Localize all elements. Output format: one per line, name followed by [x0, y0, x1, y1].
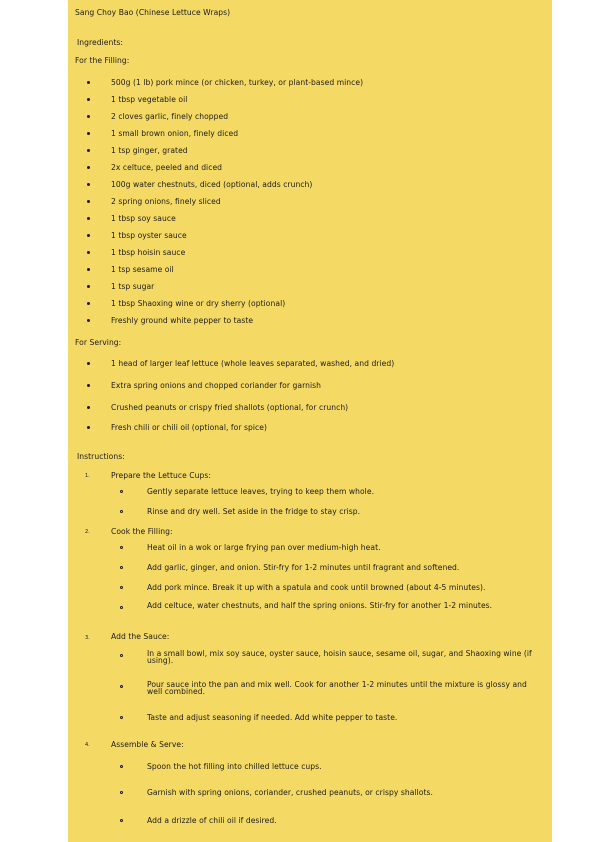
circle-bullet-icon [120, 490, 123, 493]
substep: Garnish with spring onions, coriander, crushed peanuts, or crispy shallots. [147, 788, 433, 797]
bullet-icon [87, 217, 90, 220]
step-title: Cook the Filling: [111, 527, 173, 536]
bullet-icon [87, 406, 90, 409]
bullet-icon [87, 251, 90, 254]
step-number: 4. [85, 742, 90, 748]
filling-item: 1 tbsp Shaoxing wine or dry sherry (optional) [111, 299, 286, 308]
serving-heading: For Serving: [75, 338, 122, 347]
instructions-heading: Instructions: [77, 452, 125, 461]
serving-item: Extra spring onions and chopped coriander for garnish [111, 381, 321, 390]
substep: Gently separate lettuce leaves, trying to keep them whole. [147, 487, 375, 496]
bullet-icon [87, 426, 90, 429]
circle-bullet-icon [120, 765, 123, 768]
filling-item: 2 spring onions, finely sliced [111, 197, 221, 206]
filling-item: 1 tbsp oyster sauce [111, 231, 187, 240]
circle-bullet-icon [120, 510, 123, 513]
step-title: Add the Sauce: [111, 632, 170, 641]
step-number: 2. [85, 529, 90, 535]
step-number: 3. [85, 635, 90, 641]
circle-bullet-icon [120, 685, 123, 688]
bullet-icon [87, 132, 90, 135]
step-title: Prepare the Lettuce Cups: [111, 471, 211, 480]
bullet-icon [87, 285, 90, 288]
filling-item: 2x celtuce, peeled and diced [111, 163, 223, 172]
filling-item: 2 cloves garlic, finely chopped [111, 112, 229, 121]
circle-bullet-icon [120, 546, 123, 549]
ingredients-heading: Ingredients: [77, 38, 124, 47]
substep: Pour sauce into the pan and mix well. Cook for another 1-2 minutes until the mixture is glossy and well combined. [147, 680, 527, 696]
bullet-icon [87, 384, 90, 387]
serving-item: Fresh chili or chili oil (optional, for spice) [111, 423, 267, 432]
substep: Heat oil in a wok or large frying pan over medium-high heat. [147, 543, 381, 552]
filling-heading: For the Filling: [75, 56, 130, 65]
circle-bullet-icon [120, 716, 123, 719]
filling-item: 1 tsp sesame oil [111, 265, 174, 274]
circle-bullet-icon [120, 586, 123, 589]
circle-bullet-icon [120, 606, 123, 609]
bullet-icon [87, 234, 90, 237]
circle-bullet-icon [120, 654, 123, 657]
filling-item: 1 tbsp soy sauce [111, 214, 176, 223]
bullet-icon [87, 200, 90, 203]
recipe-title: Sang Choy Bao (Chinese Lettuce Wraps) [75, 8, 231, 17]
filling-item: 1 tbsp hoisin sauce [111, 248, 186, 257]
bullet-icon [87, 81, 90, 84]
filling-item: 1 small brown onion, finely diced [111, 129, 239, 138]
filling-item: 1 tsp sugar [111, 282, 155, 291]
bullet-icon [87, 268, 90, 271]
bullet-icon [87, 149, 90, 152]
substep: Add garlic, ginger, and onion. Stir-fry for 1-2 minutes until fragrant and softened. [147, 563, 460, 572]
bullet-icon [87, 319, 90, 322]
substep: Spoon the hot filling into chilled lettuce cups. [147, 762, 322, 771]
filling-item: 1 tbsp vegetable oil [111, 95, 188, 104]
bullet-icon [87, 362, 90, 365]
substep: Taste and adjust seasoning if needed. Add white pepper to taste. [147, 713, 398, 722]
filling-item: Freshly ground white pepper to taste [111, 316, 254, 325]
bullet-icon [87, 98, 90, 101]
recipe-page [68, 0, 552, 842]
bullet-icon [87, 166, 90, 169]
step-title: Assemble & Serve: [111, 740, 184, 749]
step-number: 1. [85, 473, 90, 479]
serving-item: Crushed peanuts or crispy fried shallots (optional, for crunch) [111, 403, 349, 412]
substep: Add pork mince. Break it up with a spatula and cook until browned (about 4-5 minutes). [147, 583, 486, 592]
substep: Add celtuce, water chestnuts, and half the spring onions. Stir-fry for another 1-2 minutes. [147, 601, 493, 610]
substep: In a small bowl, mix soy sauce, oyster sauce, hoisin sauce, sesame oil, sugar, and Shaoxing wine (if using). [147, 649, 532, 665]
circle-bullet-icon [120, 566, 123, 569]
filling-item: 1 tsp ginger, grated [111, 146, 188, 155]
substep: Add a drizzle of chili oil if desired. [147, 816, 277, 825]
filling-item: 100g water chestnuts, diced (optional, adds crunch) [111, 180, 313, 189]
substep: Rinse and dry well. Set aside in the fridge to stay crisp. [147, 507, 361, 516]
filling-item: 500g (1 lb) pork mince (or chicken, turkey, or plant-based mince) [111, 78, 364, 87]
bullet-icon [87, 115, 90, 118]
serving-item: 1 head of larger leaf lettuce (whole leaves separated, washed, and dried) [111, 359, 395, 368]
circle-bullet-icon [120, 819, 123, 822]
circle-bullet-icon [120, 791, 123, 794]
bullet-icon [87, 183, 90, 186]
bullet-icon [87, 302, 90, 305]
